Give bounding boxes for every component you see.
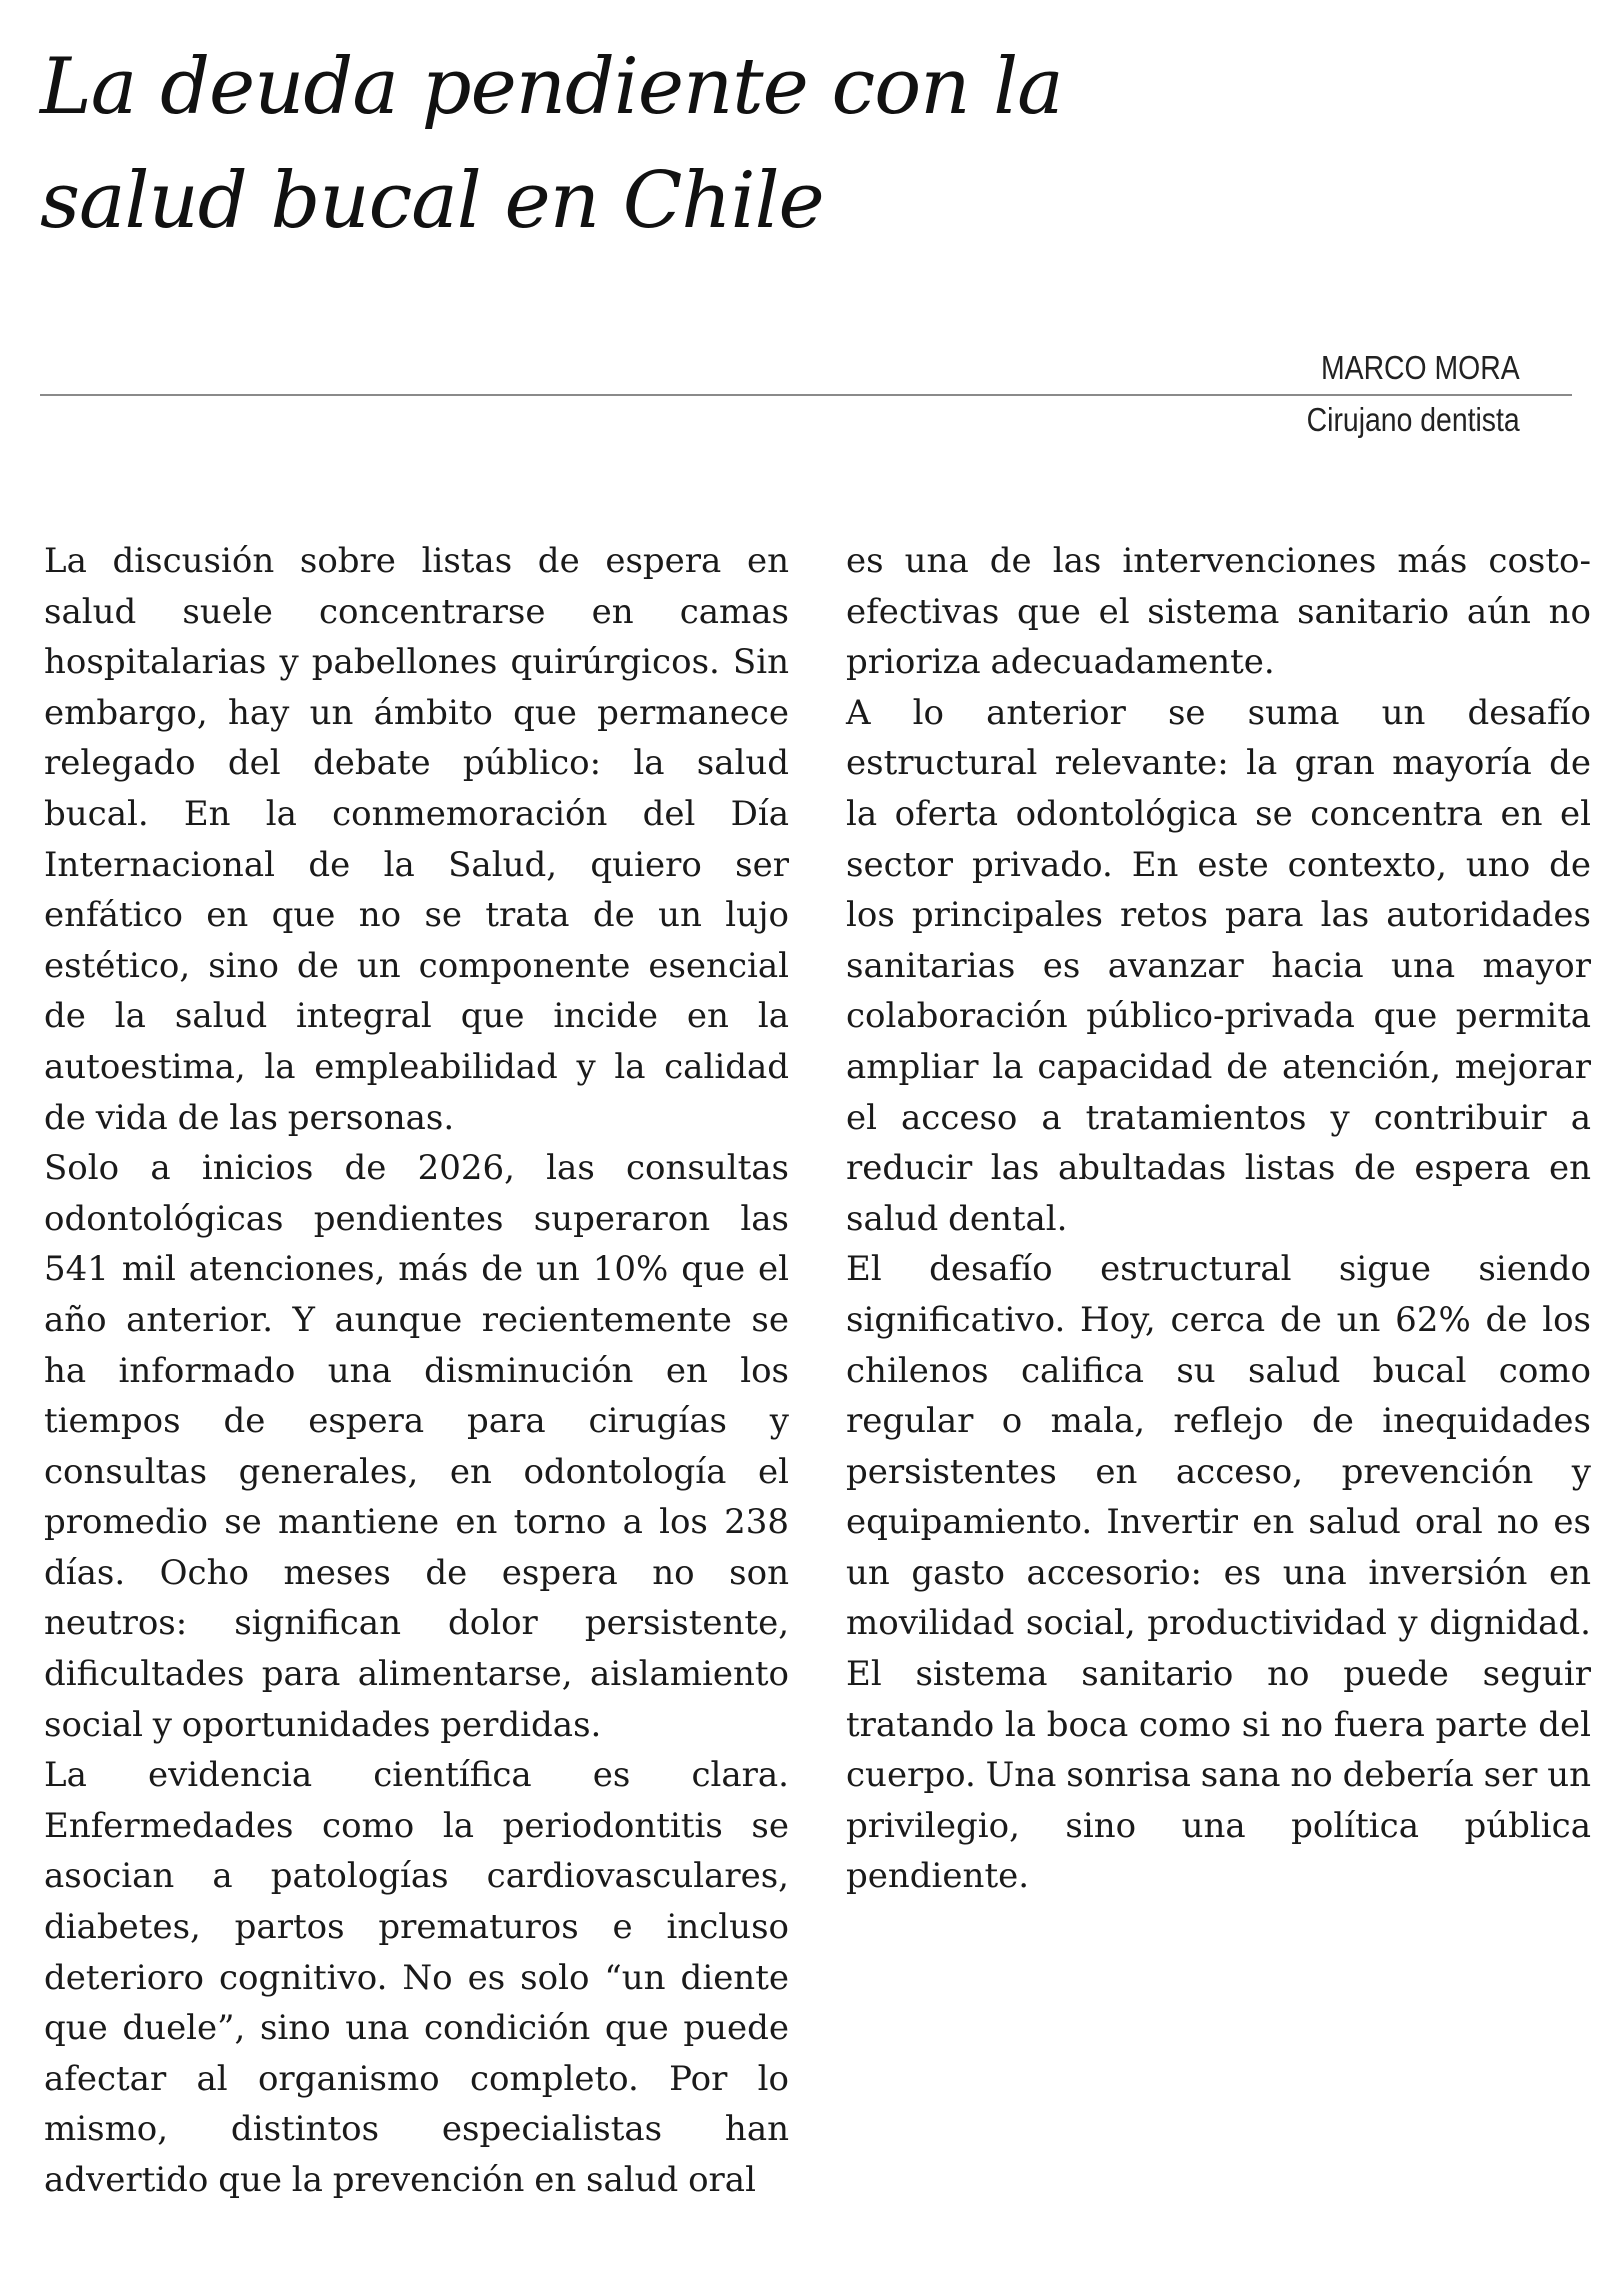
article-column-right bbox=[846, 536, 1591, 1902]
article-title: La deuda pendiente con la salud bucal en Chile bbox=[40, 42, 1063, 246]
article-paragraph-2: Solo a inicios de 2026, las consultas odontológicas pendientes superaron las 541 mil atenciones, más de un 10% que el año anterior. Y aunque recientemente se ha informado una disminución en los tiempos de espera para cirugías y consultas generales, en odontología el promedio se mantiene en torno a los 238 días. Ocho meses de espera no son neutros: significan dolor persistente, dificultades para alimentarse, aislamiento social y oportunidades perdidas. bbox=[44, 1148, 789, 1745]
author-role: Cirujano dentista bbox=[1307, 401, 1520, 438]
article-paragraph-1: La discusión sobre listas de espera en salud suele concentrarse en camas hospitalarias y pabellones quirúrgicos. Sin embargo, hay un ámbito que permanece relegado del debate público: la salud bucal. En la conmemoración del Día Internacional de la Salud, quiero ser enfático en que no se trata de un lujo estético, sino de un componente esencial de la salud integral que incide en la autoestima, la empleabilidad y la calidad de vida de las personas. bbox=[44, 541, 789, 1138]
article-paragraph-3: La evidencia científica es clara. Enfermedades como la periodontitis se asocian a patologías cardiovasculares, diabetes, partos prematuros e incluso deterioro cognitivo. No es solo “un diente que duele”, sino una condición que puede afectar al organismo completo. Por lo mismo, distintos especialistas han advertido que la prevención en salud oral bbox=[44, 1755, 789, 2200]
article-column-left bbox=[44, 536, 789, 2206]
byline bbox=[1272, 342, 1520, 446]
article-paragraph-3-continued: es una de las intervenciones más costo-efectivas que el sistema sanitario aún no prioriza adecuadamente. bbox=[846, 541, 1591, 683]
author-name: MARCO MORA bbox=[1321, 349, 1520, 386]
article-paragraph-5: El desafío estructural sigue siendo significativo. Hoy, cerca de un 62% de los chilenos califica su salud bucal como regular o mala, reflejo de inequidades persistentes en acceso, prevención y equipamiento. Invertir en salud oral no es un gasto accesorio: es una inversión en movilidad social, productividad y dignidad. El sistema sanitario no puede seguir tratando la boca como si no fuera parte del cuerpo. Una sonrisa sana no debería ser un privilegio, sino una política pública pendiente. bbox=[846, 1249, 1591, 1897]
article-paragraph-4: A lo anterior se suma un desafío estructural relevante: la gran mayoría de la oferta odontológica se concentra en el sector privado. En este contexto, uno de los principales retos para las autoridades sanitarias es avanzar hacia una mayor colaboración público-privada que permita ampliar la capacidad de atención, mejorar el acceso a tratamientos y contribuir a reducir las abultadas listas de espera en salud dental. bbox=[846, 692, 1591, 1239]
